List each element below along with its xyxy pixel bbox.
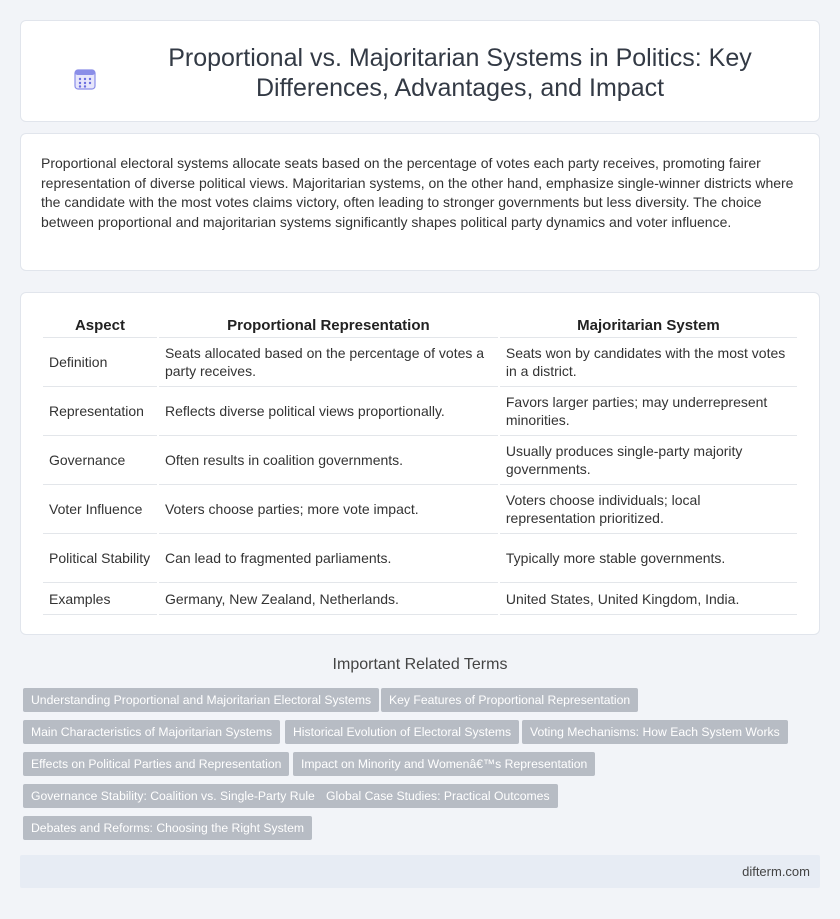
intro-card xyxy=(20,133,820,271)
header-aspect: Aspect xyxy=(43,315,157,338)
related-term-tag[interactable]: Historical Evolution of Electoral Systems xyxy=(285,720,519,744)
cell-majoritarian: Usually produces single-party majority governments. xyxy=(500,436,797,485)
cell-proportional: Can lead to fragmented parliaments. xyxy=(159,534,498,583)
cell-majoritarian: Typically more stable governments. xyxy=(500,534,797,583)
table-row xyxy=(43,485,797,534)
footer-site-link[interactable]: difterm.com xyxy=(742,864,810,879)
comparison-table xyxy=(41,315,799,615)
cell-aspect: Definition xyxy=(43,338,157,387)
cell-majoritarian: Seats won by candidates with the most votes in a district. xyxy=(500,338,797,387)
cell-aspect: Representation xyxy=(43,387,157,436)
related-term-tag[interactable]: Effects on Political Parties and Representation xyxy=(23,752,289,776)
cell-aspect: Governance xyxy=(43,436,157,485)
table-row xyxy=(43,387,797,436)
table-row xyxy=(43,436,797,485)
cell-proportional: Often results in coalition governments. xyxy=(159,436,498,485)
header-majoritarian: Majoritarian System xyxy=(500,315,797,338)
cell-aspect: Political Stability xyxy=(43,534,157,583)
related-term-tag[interactable]: Voting Mechanisms: How Each System Works xyxy=(522,720,788,744)
cell-aspect: Voter Influence xyxy=(43,485,157,534)
cell-proportional: Voters choose parties; more vote impact. xyxy=(159,485,498,534)
title-card xyxy=(20,20,820,122)
related-term-tag[interactable]: Governance Stability: Coalition vs. Single-Party Rule xyxy=(23,784,323,808)
comparison-table-card xyxy=(20,292,820,635)
related-term-tag[interactable]: Impact on Minority and Womenâ€™s Representation xyxy=(293,752,595,776)
cell-aspect: Examples xyxy=(43,583,157,615)
page-title: Proportional vs. Majoritarian Systems in Politics: Key Differences, Advantages, and Impact xyxy=(168,44,752,102)
cell-proportional: Germany, New Zealand, Netherlands. xyxy=(159,583,498,615)
header-proportional: Proportional Representation xyxy=(159,315,498,338)
table-row xyxy=(43,534,797,583)
cell-majoritarian: United States, United Kingdom, India. xyxy=(500,583,797,615)
related-term-tag[interactable]: Debates and Reforms: Choosing the Right System xyxy=(23,816,312,840)
calendar-icon xyxy=(73,67,97,91)
cell-majoritarian: Voters choose individuals; local representation prioritized. xyxy=(500,485,797,534)
footer xyxy=(20,855,820,888)
cell-proportional: Reflects diverse political views proportionally. xyxy=(159,387,498,436)
related-term-tag[interactable]: Understanding Proportional and Majoritarian Electoral Systems xyxy=(23,688,379,712)
table-header-row xyxy=(43,315,797,338)
cell-proportional: Seats allocated based on the percentage of votes a party receives. xyxy=(159,338,498,387)
related-term-tag[interactable]: Global Case Studies: Practical Outcomes xyxy=(318,784,558,808)
cell-majoritarian: Favors larger parties; may underrepresent minorities. xyxy=(500,387,797,436)
table-row xyxy=(43,338,797,387)
related-terms-heading: Important Related Terms xyxy=(332,656,508,673)
related-term-tag[interactable]: Main Characteristics of Majoritarian Systems xyxy=(23,720,280,744)
table-row xyxy=(43,583,797,615)
related-term-tag[interactable]: Key Features of Proportional Representation xyxy=(381,688,638,712)
intro-paragraph: Proportional electoral systems allocate seats based on the percentage of votes each party receives, promoting fairer representation of diverse political views. Majoritarian systems, on the other hand, emphasize single-winner districts where the candidate with the most votes claims victory, often leading to stronger governments but less diversity. The choice between proportional and majoritarian systems significantly shapes political party dynamics and voter influence. xyxy=(41,155,794,230)
